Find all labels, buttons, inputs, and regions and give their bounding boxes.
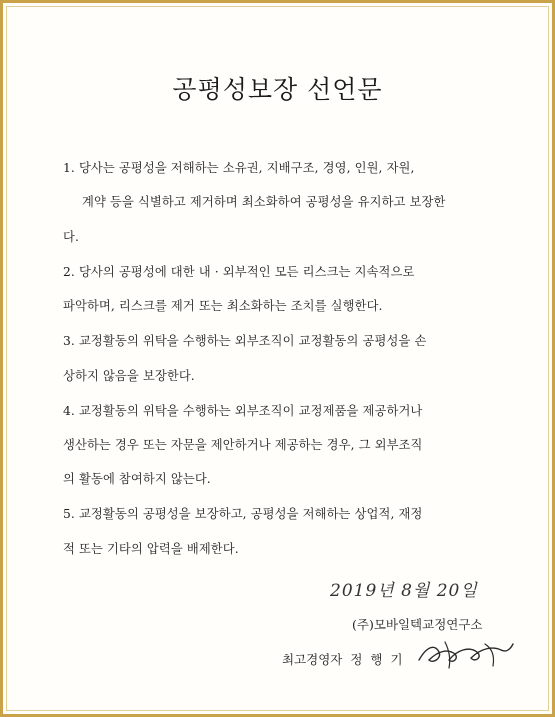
clause-4-line-1: 4. 교정활동의 위탁을 수행하는 외부조직이 교정제품을 제공하거나	[63, 404, 423, 418]
clause-4-line-3: 의 활동에 참여하지 않는다.	[63, 472, 211, 486]
clause-2-line-1: 2. 당사의 공평성에 대한 내 · 외부적인 모든 리스크는 지속적으로	[63, 265, 415, 279]
document-title: 공평성보장 선언문	[172, 75, 383, 104]
clause-4-line-2: 생산하는 경우 또는 자문을 제안하거나 제공하는 경우, 그 외부조직	[63, 438, 423, 452]
clause-5-line-1: 5. 교정활동의 공평성을 보장하고, 공평성을 저해하는 상업적, 재정	[63, 507, 423, 521]
clause-3-line-1: 3. 교정활동의 위탁을 수행하는 외부조직이 교정활동의 공평성을 손	[63, 334, 427, 348]
clause-1-line-1: 1. 당사는 공평성을 저해하는 소유권, 지배구조, 경영, 인원, 자원,	[63, 161, 415, 175]
clause-5-line-2: 적 또는 기타의 압력을 배제한다.	[63, 542, 239, 556]
clause-3-line-2: 상하지 않음을 보장한다.	[63, 369, 195, 383]
ceo-name: 최고경영자 정 행 기	[282, 652, 403, 667]
frame-inner-border	[6, 6, 549, 711]
clause-2-line-2: 파악하며, 리스크를 제거 또는 최소화하는 조치를 실행한다.	[63, 299, 383, 313]
handwritten-date: 2019년 8월 20일	[330, 581, 478, 601]
clause-1-line-2: 계약 등을 식별하고 제거하며 최소화하여 공평성을 유지하고 보장한	[82, 195, 446, 209]
clause-1-line-3: 다.	[63, 230, 79, 244]
company-name: (주)모바일텍교정연구소	[352, 617, 483, 632]
signature-icon	[415, 638, 515, 672]
